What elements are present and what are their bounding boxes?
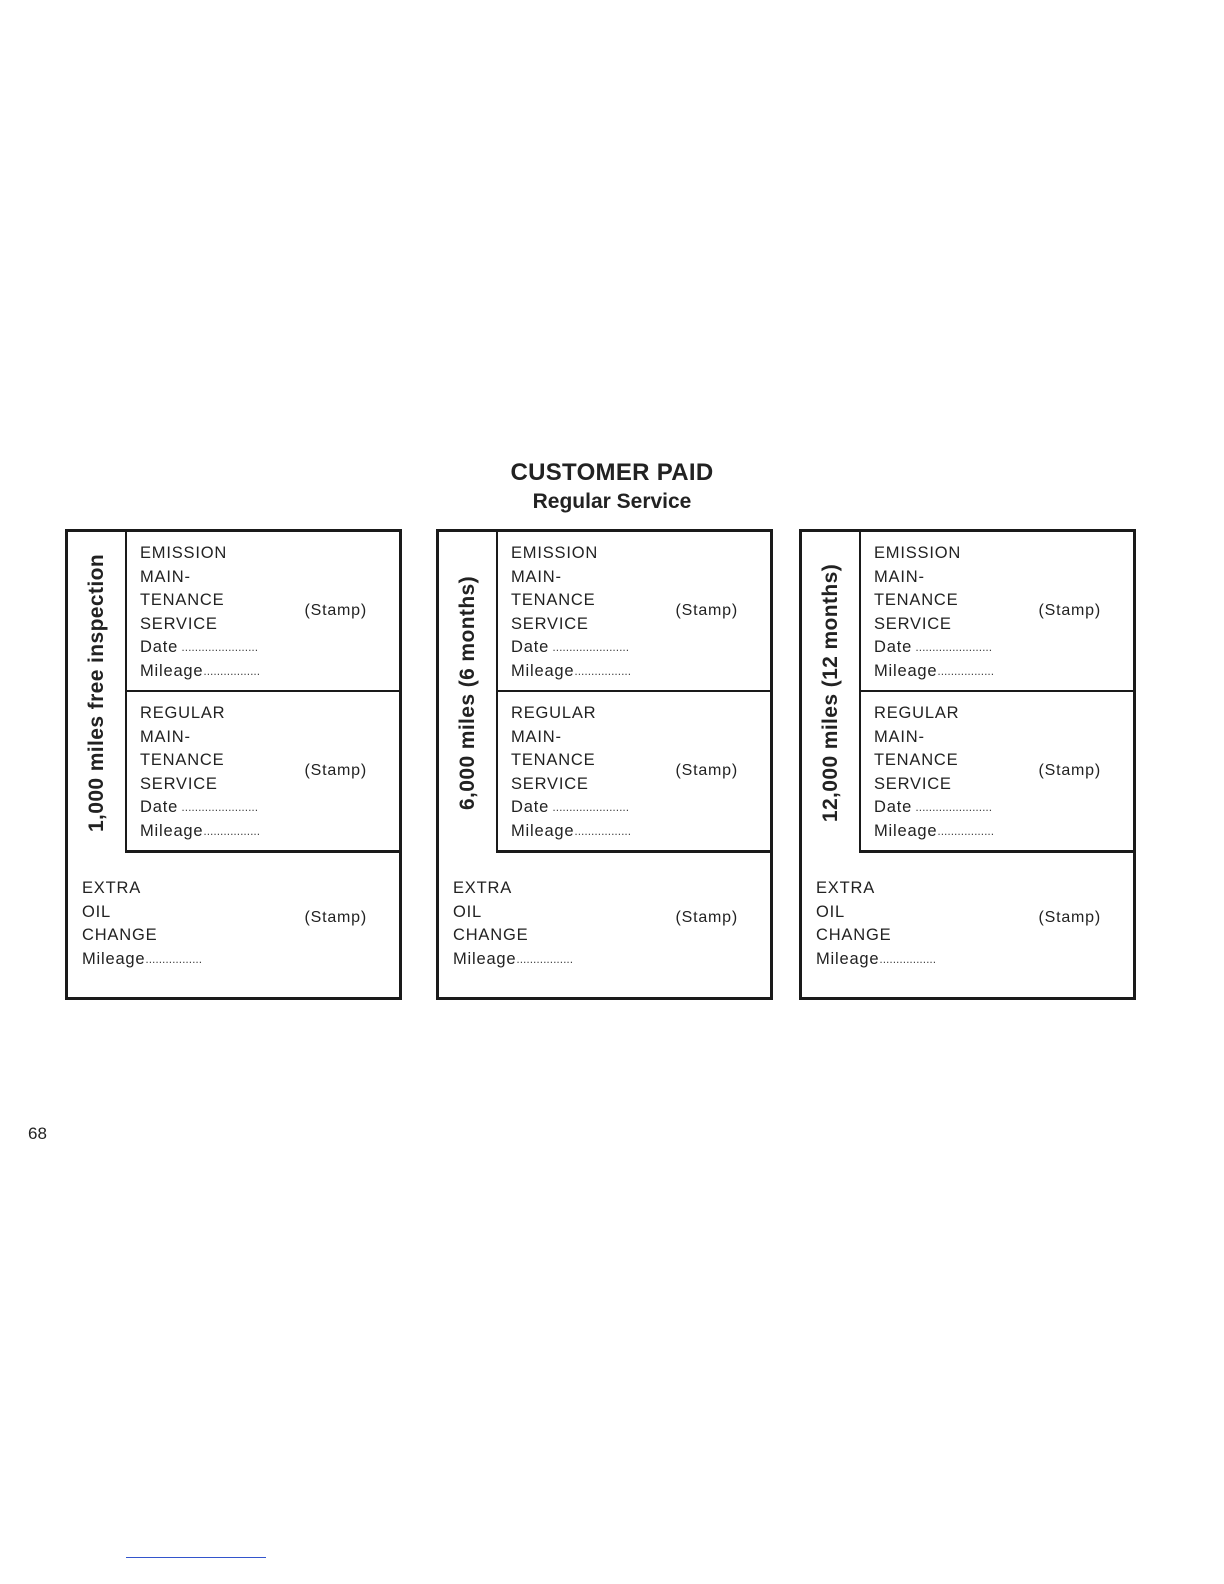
mileage-label: Mileage <box>140 661 204 680</box>
mileage-label: Mileage <box>816 949 880 968</box>
section-line: TENANCE <box>511 751 596 770</box>
service-card-1000-miles <box>65 529 402 1000</box>
section-line: MAIN- <box>511 567 562 586</box>
section-line: REGULAR <box>874 704 960 722</box>
mileage-field: Mileage................. <box>140 821 261 840</box>
page-title: CUSTOMER PAID <box>510 459 714 486</box>
section-line: OIL <box>82 902 111 921</box>
extra-oil-change-section <box>68 853 399 997</box>
section-line: TENANCE <box>511 591 596 610</box>
emission-maintenance-section <box>127 532 399 692</box>
date-field: Date ....................... <box>140 798 259 817</box>
stamp-area: (Stamp) <box>675 762 738 779</box>
mileage-label: Mileage <box>140 821 204 840</box>
emission-maintenance-section <box>498 532 770 692</box>
stamp-area: (Stamp) <box>304 602 367 619</box>
section-line: TENANCE <box>874 591 959 610</box>
section-line: REGULAR <box>511 704 597 722</box>
section-line: EXTRA <box>816 879 876 897</box>
regular-maintenance-section <box>498 692 770 853</box>
stamp-area: (Stamp) <box>1038 602 1101 619</box>
section-line: SERVICE <box>511 774 589 793</box>
card-side-label: 1,000 miles free inspection <box>84 553 108 832</box>
emission-maintenance-section <box>861 532 1133 692</box>
date-field: Date ....................... <box>511 638 630 657</box>
mileage-field: Mileage................. <box>140 661 261 680</box>
section-line: EMISSION <box>511 544 599 562</box>
date-label: Date <box>511 638 550 657</box>
footer-rule <box>126 1557 266 1558</box>
date-label: Date <box>874 638 913 657</box>
regular-maintenance-section <box>861 692 1133 853</box>
card-side-panel <box>439 532 498 853</box>
section-line: OIL <box>816 902 845 921</box>
date-field: Date ....................... <box>874 638 993 657</box>
regular-maintenance-section <box>127 692 399 853</box>
section-line: TENANCE <box>140 591 225 610</box>
section-line: MAIN- <box>874 567 925 586</box>
date-label: Date <box>874 798 913 817</box>
extra-oil-change-section <box>439 853 770 997</box>
extra-oil-change-section <box>802 853 1133 997</box>
mileage-field: Mileage................. <box>874 661 995 680</box>
mileage-label: Mileage <box>874 821 938 840</box>
mileage-field: Mileage................. <box>874 821 995 840</box>
mileage-label: Mileage <box>511 821 575 840</box>
mileage-field: Mileage................. <box>511 821 632 840</box>
date-field: Date ....................... <box>874 798 993 817</box>
section-line: OIL <box>453 902 482 921</box>
mileage-label: Mileage <box>511 661 575 680</box>
stamp-area: (Stamp) <box>1038 762 1101 779</box>
mileage-field: Mileage................. <box>82 949 203 968</box>
card-side-label: 6,000 miles (6 months) <box>455 575 479 810</box>
page-subtitle: Regular Service <box>532 490 692 513</box>
section-line: EMISSION <box>140 544 228 562</box>
card-side-label: 12,000 miles (12 months) <box>818 563 842 822</box>
mileage-field: Mileage................. <box>511 661 632 680</box>
mileage-label: Mileage <box>453 949 517 968</box>
section-line: MAIN- <box>511 727 562 746</box>
section-line: TENANCE <box>874 751 959 770</box>
section-line: SERVICE <box>140 614 218 633</box>
section-line: EXTRA <box>453 879 513 897</box>
date-label: Date <box>511 798 550 817</box>
page-number: 68 <box>28 1124 47 1143</box>
service-card-12000-miles <box>799 529 1136 1000</box>
section-line: REGULAR <box>140 704 226 722</box>
date-label: Date <box>140 798 179 817</box>
section-line: CHANGE <box>816 926 892 945</box>
section-line: MAIN- <box>874 727 925 746</box>
stamp-area: (Stamp) <box>304 762 367 779</box>
stamp-area: (Stamp) <box>304 909 367 926</box>
section-line: MAIN- <box>140 727 191 746</box>
service-card-6000-miles <box>436 529 773 1000</box>
section-line: SERVICE <box>140 774 218 793</box>
mileage-label: Mileage <box>82 949 146 968</box>
mileage-field: Mileage................. <box>816 949 937 968</box>
mileage-field: Mileage................. <box>453 949 574 968</box>
mileage-label: Mileage <box>874 661 938 680</box>
date-label: Date <box>140 638 179 657</box>
stamp-area: (Stamp) <box>675 909 738 926</box>
card-side-panel <box>68 532 127 853</box>
section-line: CHANGE <box>453 926 529 945</box>
stamp-area: (Stamp) <box>1038 909 1101 926</box>
section-line: MAIN- <box>140 567 191 586</box>
card-side-panel <box>802 532 861 853</box>
section-line: CHANGE <box>82 926 158 945</box>
section-line: TENANCE <box>140 751 225 770</box>
section-line: SERVICE <box>874 614 952 633</box>
stamp-area: (Stamp) <box>675 602 738 619</box>
section-line: SERVICE <box>874 774 952 793</box>
section-line: SERVICE <box>511 614 589 633</box>
section-line: EXTRA <box>82 879 142 897</box>
date-field: Date ....................... <box>140 638 259 657</box>
section-line: EMISSION <box>874 544 962 562</box>
date-field: Date ....................... <box>511 798 630 817</box>
